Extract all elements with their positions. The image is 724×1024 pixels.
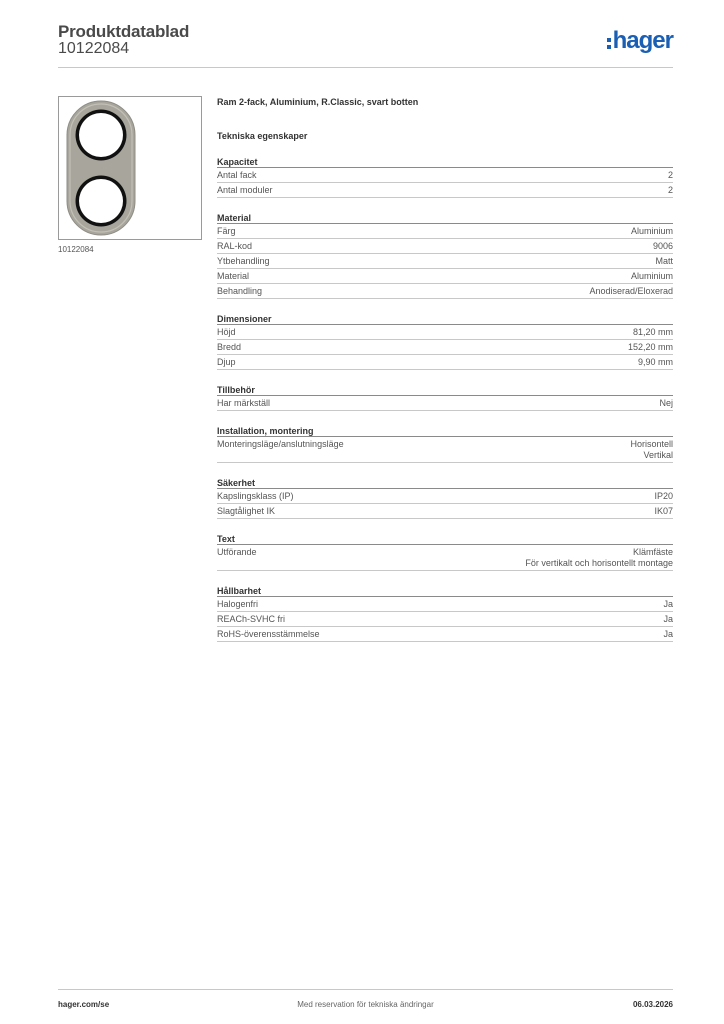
spec-value-line: Aluminium [630, 271, 673, 281]
section-title: Material [217, 212, 673, 224]
spec-section [217, 313, 673, 370]
spec-value-line: Aluminium [630, 226, 673, 236]
spec-value-line: Ja [663, 614, 673, 624]
spec-row [217, 284, 673, 299]
spec-value [653, 241, 673, 252]
spec-label: Halogenfri [217, 599, 259, 609]
spec-value-line: Ja [663, 599, 673, 609]
spec-value [638, 357, 673, 368]
section-title: Dimensioner [217, 313, 673, 325]
spec-value-line: Anodiserad/Eloxerad [589, 286, 673, 296]
logo-dots-icon [607, 38, 611, 49]
spec-value [668, 170, 673, 181]
spec-label: RoHS-överensstämmelse [217, 629, 320, 639]
section-title: Hållbarhet [217, 585, 673, 597]
spec-row [217, 627, 673, 642]
section-title: Text [217, 533, 673, 545]
spec-row [217, 612, 673, 627]
spec-section [217, 212, 673, 299]
spec-value-line: 81,20 mm [632, 327, 673, 337]
spec-section [217, 533, 673, 571]
spec-value [654, 491, 673, 502]
spec-sections [217, 156, 673, 642]
spec-section [217, 156, 673, 198]
spec-value [628, 342, 673, 353]
spec-row [217, 355, 673, 370]
spec-label: Färg [217, 226, 236, 236]
spec-row [217, 168, 673, 183]
spec-value-line: För vertikalt och horisontellt montage [525, 558, 673, 568]
spec-value-line: Klämfäste [632, 547, 673, 557]
page-header [58, 20, 673, 68]
spec-value-line: Nej [659, 398, 673, 408]
technical-properties-heading: Tekniska egenskaper [217, 131, 308, 141]
spec-value-line: Horisontell [630, 439, 673, 449]
spec-value-line: 9,90 mm [637, 357, 673, 367]
spec-section [217, 477, 673, 519]
footer-disclaimer: Med reservation för tekniska ändringar [297, 1000, 434, 1009]
spec-section [217, 425, 673, 463]
spec-value [654, 506, 673, 517]
spec-label: Antal moduler [217, 185, 273, 195]
spec-label: Behandling [217, 286, 263, 296]
spec-value [589, 286, 673, 297]
section-title: Installation, montering [217, 425, 673, 437]
footer-website: hager.com/se [58, 1000, 110, 1009]
section-title: Tillbehör [217, 384, 673, 396]
spec-row [217, 545, 673, 571]
spec-value [655, 256, 673, 267]
spec-row [217, 489, 673, 504]
spec-row [217, 340, 673, 355]
spec-label: Bredd [217, 342, 242, 352]
spec-label: Utförande [217, 547, 257, 557]
spec-value-line: Matt [655, 256, 673, 266]
spec-value [659, 398, 673, 409]
spec-value-line: Ja [663, 629, 673, 639]
document-number: 10122084 [58, 40, 130, 57]
spec-row [217, 396, 673, 411]
spec-section [217, 585, 673, 642]
product-name: Ram 2-fack, Aluminium, R.Classic, svart botten [217, 97, 419, 107]
frame-2-gang-product-image [59, 97, 201, 239]
spec-value [663, 614, 673, 625]
spec-label: REACh-SVHC fri [217, 614, 286, 624]
spec-value-line: Vertikal [643, 450, 673, 460]
spec-row [217, 183, 673, 198]
spec-row [217, 239, 673, 254]
spec-label: Monteringsläge/anslutningsläge [217, 439, 344, 449]
spec-row [217, 597, 673, 612]
section-title: Säkerhet [217, 477, 673, 489]
hager-logo [607, 29, 673, 53]
spec-label: Djup [217, 357, 236, 367]
spec-row [217, 254, 673, 269]
product-details [217, 96, 673, 642]
spec-row [217, 437, 673, 463]
spec-value [525, 547, 673, 569]
spec-value [631, 271, 673, 282]
spec-section [217, 384, 673, 411]
spec-value [663, 599, 673, 610]
spec-label: Har märkställ [217, 398, 271, 408]
spec-value [668, 185, 673, 196]
spec-value [633, 327, 673, 338]
spec-value-line: 2 [667, 170, 673, 180]
spec-row [217, 504, 673, 519]
spec-value-line: 152,20 mm [627, 342, 673, 352]
section-title: Kapacitet [217, 156, 673, 168]
spec-label: Ytbehandling [217, 256, 270, 266]
spec-row [217, 325, 673, 340]
spec-label: Slagtålighet IK [217, 506, 276, 516]
footer-date: 06.03.2026 [632, 1000, 673, 1009]
spec-value [630, 439, 673, 461]
spec-value [663, 629, 673, 640]
spec-value-line: 2 [667, 185, 673, 195]
spec-value [631, 226, 673, 237]
spec-value-line: IK07 [654, 506, 673, 516]
image-caption: 10122084 [58, 245, 94, 254]
page-footer [58, 989, 673, 1013]
spec-label: Antal fack [217, 170, 257, 180]
spec-label: Material [217, 271, 250, 281]
spec-label: Kapslingsklass (IP) [217, 491, 294, 501]
spec-label: Höjd [217, 327, 236, 337]
product-image-box [58, 96, 202, 240]
spec-value-line: IP20 [654, 491, 673, 501]
logo-text: hager [612, 27, 673, 54]
spec-label: RAL-kod [217, 241, 253, 251]
spec-value-line: 9006 [652, 241, 673, 251]
document-title: Produktdatablad [58, 22, 190, 41]
spec-row [217, 269, 673, 284]
spec-row [217, 224, 673, 239]
